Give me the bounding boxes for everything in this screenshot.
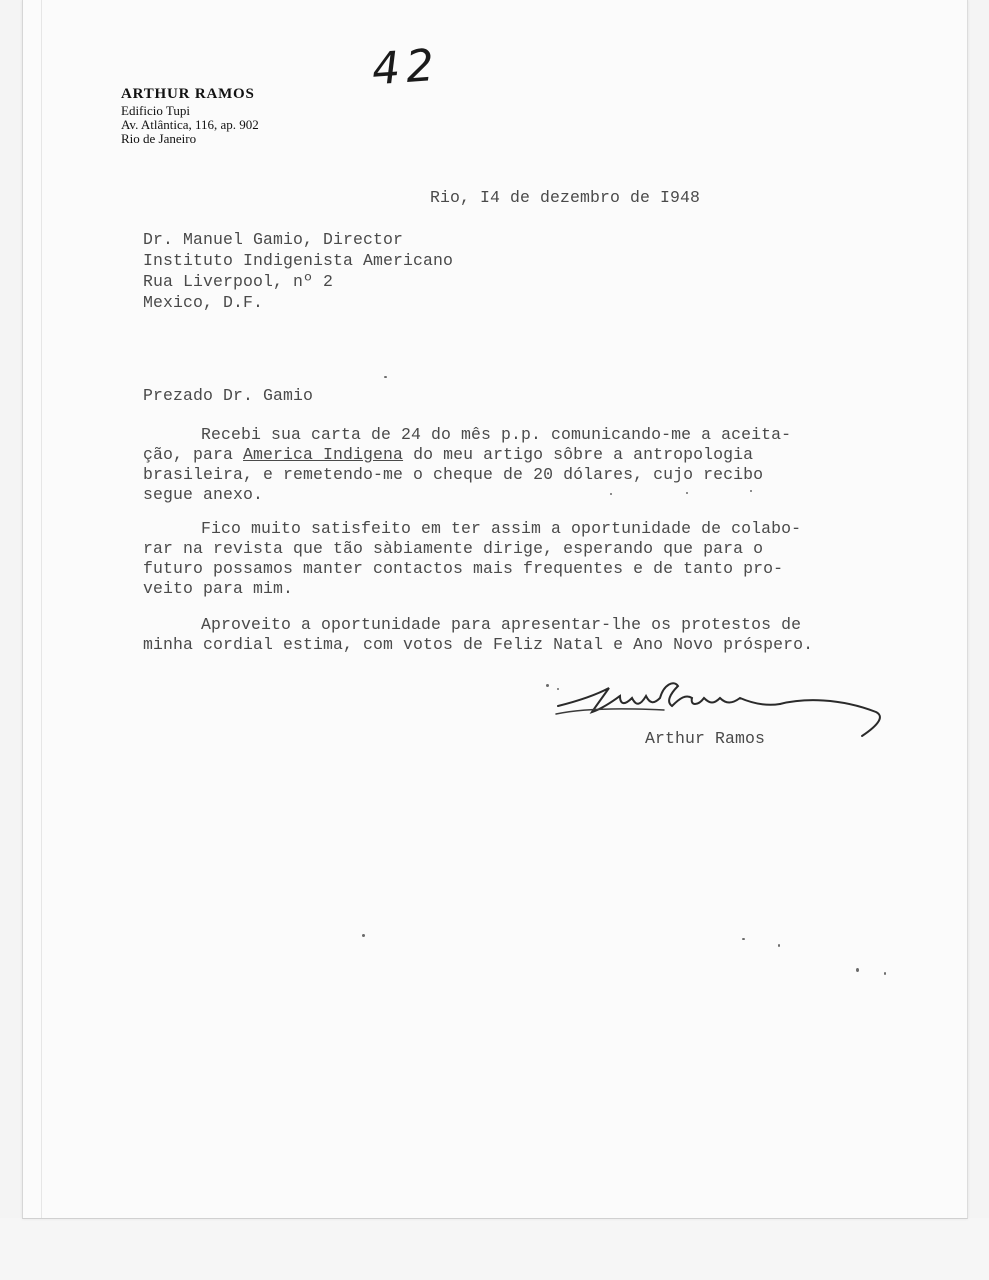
letter-sheet	[22, 0, 968, 1219]
date-line: Rio, I4 de dezembro de I948	[430, 188, 701, 207]
speck	[546, 684, 549, 687]
speck	[856, 968, 859, 972]
paragraph-2-line-3: futuro possamos manter contactos mais frequentes e de tanto pro-	[143, 559, 784, 578]
salutation: Prezado Dr. Gamio	[143, 386, 314, 405]
speck	[384, 376, 387, 378]
paragraph-3-line-1: Aproveito a oportunidade para apresentar-lhe os protestos de	[201, 615, 802, 634]
paragraph-1-line-1: Recebi sua carta de 24 do mês p.p. comunicando-me a aceita-	[201, 425, 792, 444]
letterhead-name: ARTHUR RAMOS	[121, 86, 255, 102]
journal-title: America Indigena	[243, 445, 404, 464]
paragraph-2-line-1: Fico muito satisfeito em ter assim a oportunidade de colabo-	[201, 519, 802, 538]
speck	[557, 688, 559, 690]
speck	[610, 493, 612, 495]
signature-name: Arthur Ramos	[645, 729, 766, 748]
paragraph-2-line-2: rar na revista que tão sàbiamente dirige, esperando que para o	[143, 539, 764, 558]
speck	[742, 938, 745, 940]
paragraph-2-line-4: veito para mim.	[143, 579, 294, 598]
background-edge	[0, 1218, 989, 1280]
speck	[778, 944, 780, 947]
paragraph-1-line-3: brasileira, e remetendo-me o cheque de 20 dólares, cujo recibo	[143, 465, 764, 484]
speck	[884, 972, 886, 975]
recipient-line-4: Mexico, D.F.	[143, 293, 264, 312]
handwritten-page-number: 42	[370, 39, 442, 96]
speck	[362, 934, 365, 937]
recipient-line-3: Rua Liverpool, nº 2	[143, 272, 334, 291]
recipient-line-2: Instituto Indigenista Americano	[143, 251, 454, 270]
letterhead-city: Rio de Janeiro	[121, 131, 197, 146]
speck	[686, 492, 688, 494]
letterhead-building: Edificio Tupi	[121, 103, 190, 118]
letterhead-address: Av. Atlântica, 116, ap. 902	[121, 117, 259, 132]
paragraph-3-line-2: minha cordial estima, com votos de Feliz Natal e Ano Novo próspero.	[143, 635, 814, 654]
recipient-line-1: Dr. Manuel Gamio, Director	[143, 230, 404, 249]
speck	[750, 490, 752, 492]
paragraph-1-line-4: segue anexo.	[143, 485, 264, 504]
paragraph-1-line-2: ção, para America Indigena do meu artigo sôbre a antropologia	[143, 445, 754, 464]
